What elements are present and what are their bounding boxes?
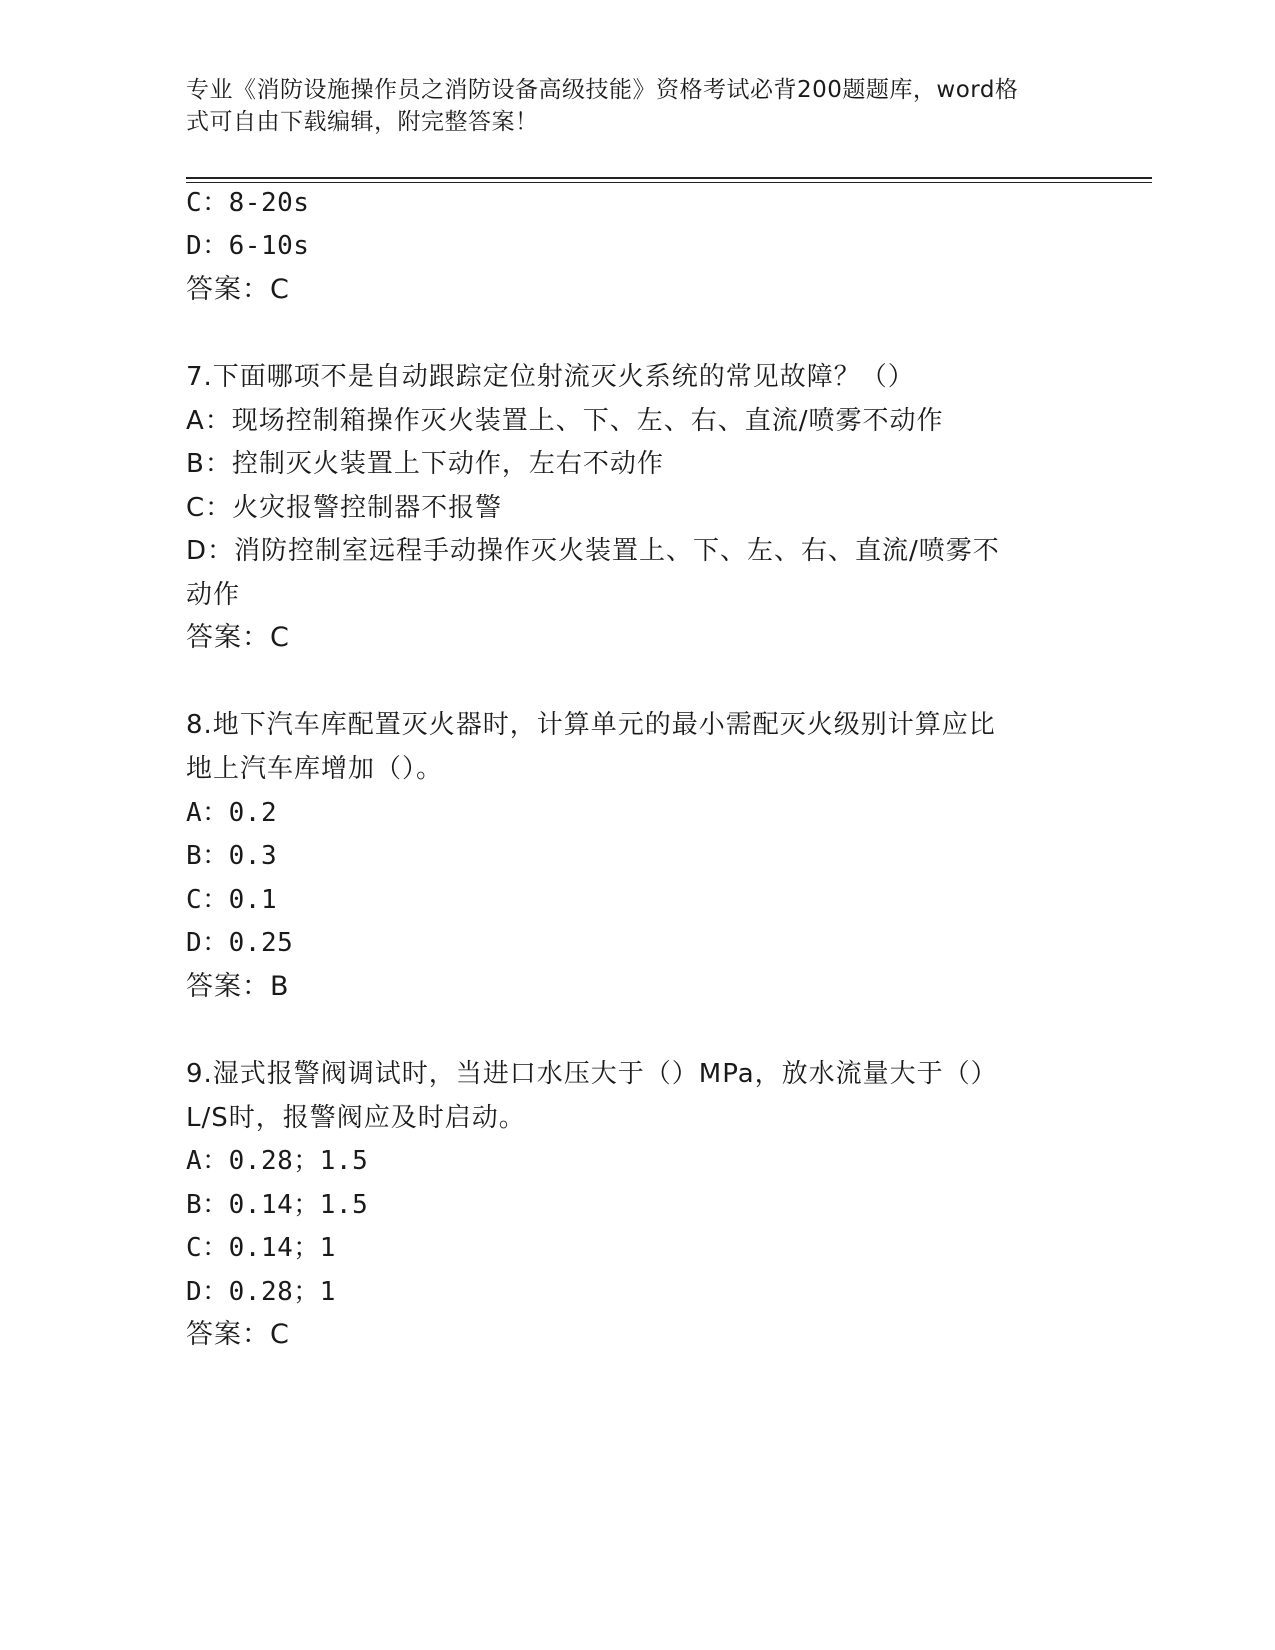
q9-stem-continued: L/S时，报警阀应及时启动。 <box>186 1103 526 1133</box>
q8-option-c: C：0.1 <box>186 885 278 915</box>
q8-answer: 答案：B <box>186 971 290 1002</box>
document-header <box>186 74 1066 138</box>
header-divider-thick <box>186 177 1152 179</box>
header-line-2: 式可自由下载编辑，附完整答案！ <box>186 109 539 135</box>
q9-option-c: C：0.14；1 <box>186 1233 336 1263</box>
q8-option-b: B：0.3 <box>186 841 278 871</box>
q9-option-b: B：0.14；1.5 <box>186 1190 369 1220</box>
q7-option-b: B：控制灭火装置上下动作，左右不动作 <box>186 449 664 479</box>
q9-option-d: D：0.28；1 <box>186 1277 336 1307</box>
q6-answer: 答案：C <box>186 274 290 305</box>
q7-option-d: D：消防控制室远程手动操作灭火装置上、下、左、右、直流/喷雾不 <box>186 536 1000 566</box>
q8-option-a: A：0.2 <box>186 798 278 828</box>
q9-stem: 9.湿式报警阀调试时，当进口水压大于（）MPa，放水流量大于（） <box>186 1059 998 1089</box>
q9-option-a: A：0.28；1.5 <box>186 1146 369 1176</box>
q8-stem: 8.地下汽车库配置灭火器时，计算单元的最小需配灭火级别计算应比 <box>186 710 996 740</box>
q7-option-a: A：现场控制箱操作灭火装置上、下、左、右、直流/喷雾不动作 <box>186 406 944 436</box>
q9-answer: 答案：C <box>186 1319 290 1350</box>
q7-option-c: C：火灾报警控制器不报警 <box>186 493 503 523</box>
header-divider-thin <box>186 182 1152 183</box>
q7-stem: 7.下面哪项不是自动跟踪定位射流灭火系统的常见故障？（） <box>186 362 915 392</box>
q7-answer: 答案：C <box>186 622 290 653</box>
q7-option-d-continued: 动作 <box>186 580 241 610</box>
q6-option-d: D：6-10s <box>186 231 310 261</box>
q8-stem-continued: 地上汽车库增加（）。 <box>186 754 444 784</box>
header-line-1: 专业《消防设施操作员之消防设备高级技能》资格考试必背200题题库，word格 <box>186 77 1019 103</box>
q8-option-d: D：0.25 <box>186 928 294 958</box>
q6-option-c: C：8-20s <box>186 188 310 218</box>
